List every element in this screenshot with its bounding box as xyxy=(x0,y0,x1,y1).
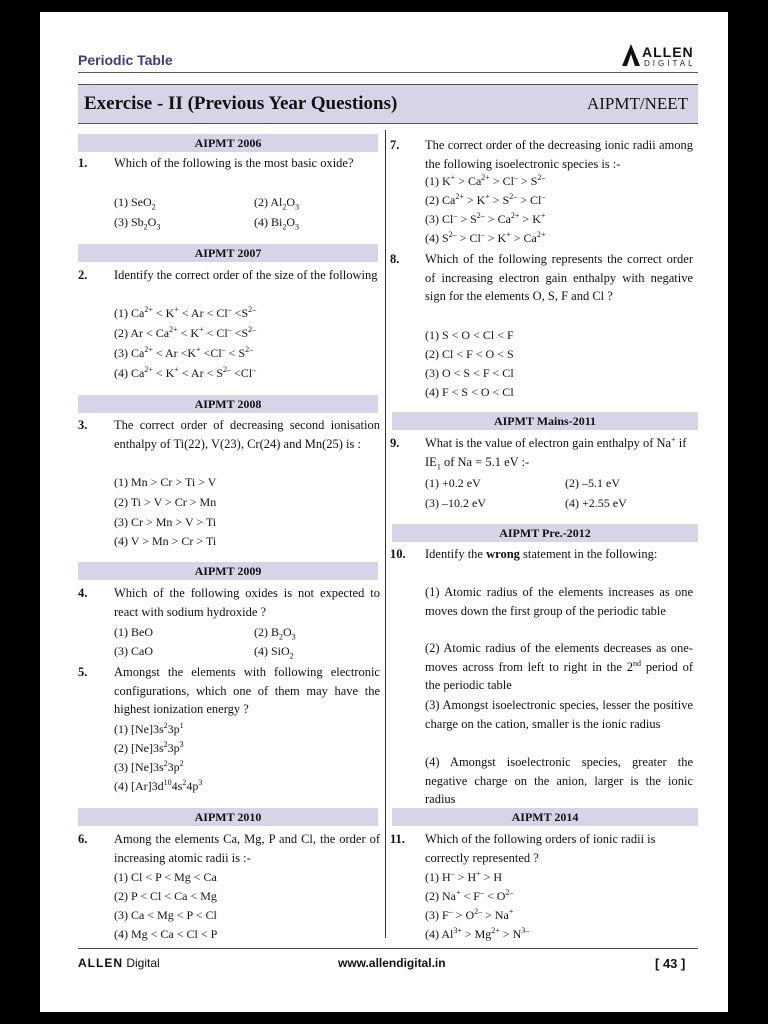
exercise-title: Exercise - II (Previous Year Questions) xyxy=(84,93,398,114)
option: (2) $Al_2O_3$ xyxy=(254,195,300,212)
option: (4) $Al^{3+} > Mg^{2+} > N^{3-}$ xyxy=(425,926,530,941)
option: (4) $S^{2-} > Cl^- > K^+ > Ca^{2+}$ xyxy=(425,230,546,245)
option: (2) Atomic radius of the elements decreases as one-moves across from left to right in the 2nd period of the periodic table xyxy=(425,641,693,693)
option: (1) $Ca^{2+} < K^+ < Ar < Cl^- <S^{2-}$ xyxy=(114,305,257,320)
section-aipmt-2009: AIPMT 2009 xyxy=(78,562,378,580)
option: (1) Mn > Cr > Ti > V xyxy=(114,475,217,489)
option: (2) $Ar < Ca^{2+} < K^+ < Cl^- <S^{2-}$ xyxy=(114,325,257,340)
question-number: 4. xyxy=(78,586,88,600)
section-aipmt-2014: AIPMT 2014 xyxy=(392,808,698,826)
footer-website-link[interactable]: www.allendigital.in xyxy=(338,956,446,970)
question-number: 8. xyxy=(390,252,400,266)
option: (1) Atomic radius of the elements increases as one moves down the first group of the periodic table xyxy=(425,585,693,618)
allen-logo-mark-icon xyxy=(622,44,640,66)
option: (3) –10.2 eV xyxy=(425,496,486,510)
section-aipmt-pre-2012: AIPMT Pre.-2012 xyxy=(392,524,698,542)
question-text: Which of the following represents the correct order of increasing electron gain enthalpy with negative sign for the elements O, S, F and Cl ? xyxy=(425,252,693,304)
question-number: 3. xyxy=(78,418,88,432)
question-text: Among the elements Ca, Mg, P and Cl, the order of increasing atomic radii is :- xyxy=(114,832,380,865)
option: (4) $Bi_2O_3$ xyxy=(254,215,300,232)
question-text: Amongst the elements with following electronic configurations, which one of them may have the highest ionization energy ? xyxy=(114,665,380,717)
question-number: 10. xyxy=(390,547,406,561)
option: (3) Ca < Mg < P < Cl xyxy=(114,908,217,922)
option: (2) $B_2O_3$ xyxy=(254,625,296,642)
question-text: Which of the following is the most basic oxide? xyxy=(114,156,354,170)
option: (3) $Sb_2O_3$ xyxy=(114,215,161,232)
option: (4) F < S < O < Cl xyxy=(425,385,514,399)
option: (3) $Cl^- > S^{2-} > Ca^{2+} > K^+$ xyxy=(425,211,546,226)
option: (4) $Ca^{2+} < K^+ < Ar < S^{2-} <Cl^-$ xyxy=(114,365,257,380)
option: (4) Mg < Ca < Cl < P xyxy=(114,927,218,941)
page xyxy=(40,12,728,1012)
option: (3) CaO xyxy=(114,644,153,658)
option: (1) BeO xyxy=(114,625,153,639)
question-number: 5. xyxy=(78,665,88,679)
option: (1) H– > H+ > H xyxy=(425,869,503,884)
chapter-title: Periodic Table xyxy=(78,52,173,68)
option: (3) Amongst isoelectronic species, lesser the positive charge on the cation, smaller is the ionic radius xyxy=(425,698,693,731)
header-rule xyxy=(78,72,698,73)
page-number: [ 43 ] xyxy=(655,956,686,971)
exam-tag: AIPMT/NEET xyxy=(586,94,688,113)
question-text: Identify the wrong statement in the following: xyxy=(425,547,658,561)
section-aipmt-2007: AIPMT 2007 xyxy=(78,244,378,262)
question-text: Identify the correct order of the size of the following xyxy=(114,268,378,282)
option: (3) $Ca^{2+} < Ar <K^+ <Cl^- < S^{2-}$ xyxy=(114,345,254,360)
option: (1) $[Ne]3s^23p^1$ xyxy=(114,721,184,736)
footer-brand: ALLEN Digital xyxy=(78,956,160,970)
option: (4) V > Mn > Cr > Ti xyxy=(114,534,217,548)
option: (2) $Ca^{2+} > K^+ > S^{2-} > Cl^-$ xyxy=(425,192,546,207)
option: (1) SeO$_2$ xyxy=(114,195,156,212)
question-text: The correct order of decreasing second ionisation enthalpy of Ti(22), V(23), Cr(24) and Mn(25) is : xyxy=(114,418,380,451)
option: (3) O < S < F < Cl xyxy=(425,366,514,380)
option: (2) Ti > V > Cr > Mn xyxy=(114,495,217,509)
option: (3) Cr > Mn > V > Ti xyxy=(114,515,217,529)
question-number: 11. xyxy=(390,832,405,846)
question-text: Which of the following oxides is not expected to react with sodium hydroxide ? xyxy=(114,586,380,619)
question-number: 7. xyxy=(390,138,400,152)
option: (4) +2.55 eV xyxy=(565,496,627,510)
option: (2) $Na^+ < F^- < O^{2-}$ xyxy=(425,888,514,903)
section-aipmt-mains-2011: AIPMT Mains-2011 xyxy=(392,412,698,430)
question-number: 2. xyxy=(78,268,88,282)
section-aipmt-2010: AIPMT 2010 xyxy=(78,808,378,826)
question-text: What is the value of electron gain enthalpy of Na+ if $IE_1$ of Na = 5.1 eV :- xyxy=(425,434,687,472)
question-number: 9. xyxy=(390,436,400,450)
question-number: 6. xyxy=(78,832,88,846)
question-text: Which of the following orders of ionic radii is correctly represented ? xyxy=(425,832,656,865)
option: (4) SiO$_2$ xyxy=(254,644,294,661)
option: (3) $F^- > O^{2-} > Na^+$ xyxy=(425,907,514,922)
section-aipmt-2008: AIPMT 2008 xyxy=(78,395,378,413)
option: (4) Amongst isoelectronic species, greater the negative charge on the anion, larger is the ionic radius xyxy=(425,755,693,807)
footer-rule xyxy=(78,948,698,949)
option: (2) P < Cl < Ca < Mg xyxy=(114,889,217,903)
option: (1) S < O < Cl < F xyxy=(425,328,514,342)
option: (4) $[Ar]3d^{10}4s^24p^3$ xyxy=(114,778,203,793)
option: (2) –5.1 eV xyxy=(565,476,620,490)
option: (2) Cl < F < O < S xyxy=(425,347,514,361)
column-divider xyxy=(385,130,386,938)
option: (2) $[Ne]3s^23p^3$ xyxy=(114,740,184,755)
option: (1) $K^+ > Ca^{2+} > Cl^- > S^{2-}$ xyxy=(425,173,546,188)
option: (1) Cl < P < Mg < Ca xyxy=(114,870,217,884)
option: (1) +0.2 eV xyxy=(425,476,481,490)
option: (3) $[Ne]3s^23p^2$ xyxy=(114,759,184,774)
question-number: 1. xyxy=(78,156,88,170)
exercise-title-bar xyxy=(78,84,698,124)
question-text: The correct order of the decreasing ionic radii among the following isoelectronic species is :- xyxy=(425,138,693,171)
allen-digital-logo: ALLEN DIGITAL xyxy=(622,42,702,72)
section-aipmt-2006: AIPMT 2006 xyxy=(78,134,378,152)
